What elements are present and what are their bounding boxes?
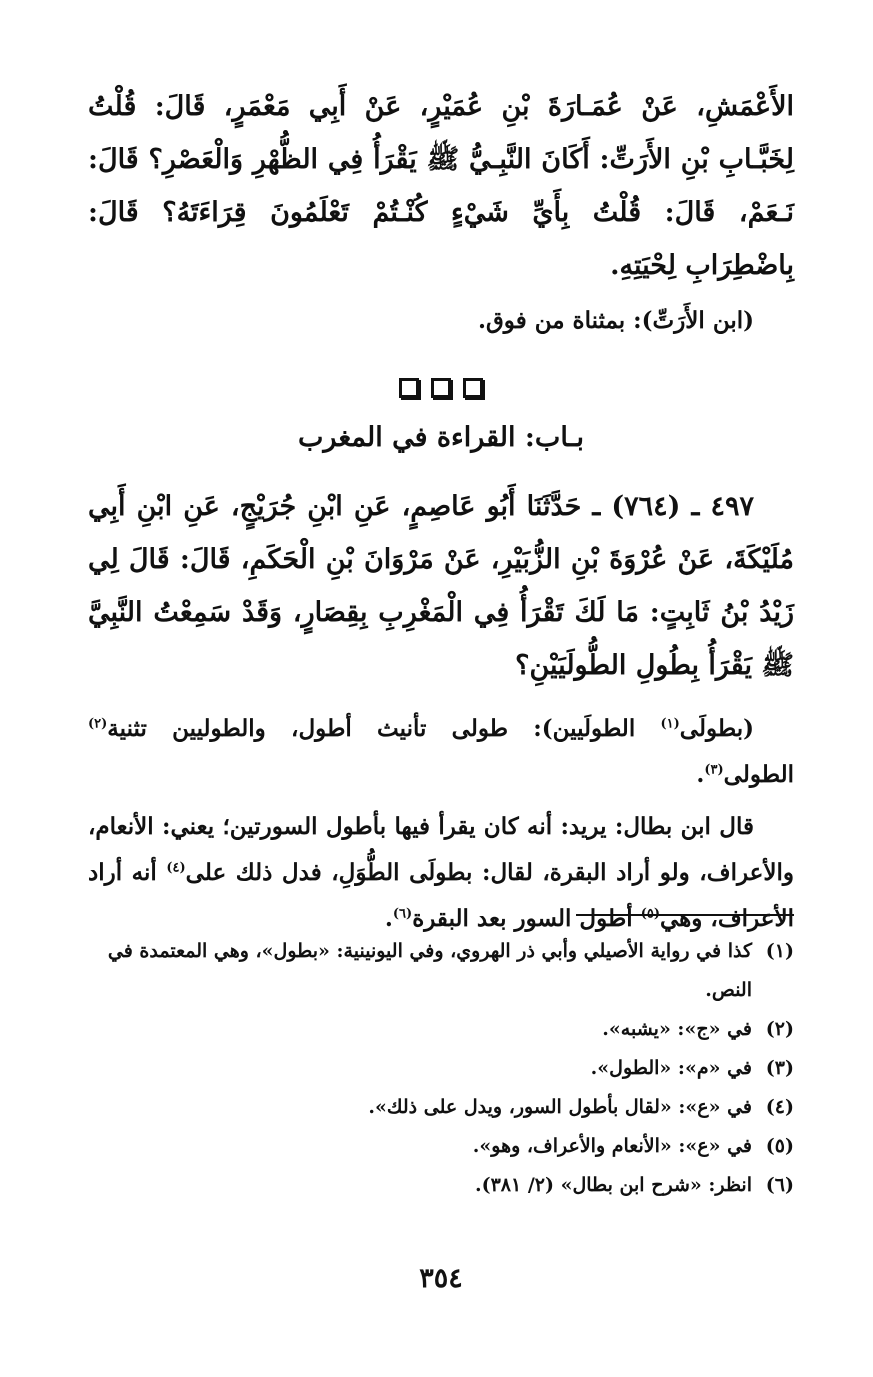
footnote-item — [88, 1166, 794, 1205]
note-text: الطولى — [723, 761, 794, 788]
footnote-item — [88, 1049, 794, 1088]
footnote-ref[interactable]: (٢) — [88, 716, 108, 732]
footnote-item — [88, 1088, 794, 1127]
footnote-text: في «ع»: «الأنعام والأعراف، وهو». — [472, 1135, 752, 1157]
hadith-continuation — [88, 80, 794, 292]
text-line: الطُّولَيَيْنِ؟ — [515, 650, 627, 681]
footnote-number: (٦) — [765, 1174, 794, 1196]
footnote-text: في «ع»: «لقال بأطول السور، ويدل على ذلك». — [368, 1096, 752, 1118]
footnote-ref[interactable]: (٤) — [166, 860, 186, 876]
text-line: مُلَيْكَةَ، عَنْ عُرْوَةَ بْنِ الزُّبَيْرِ، عَنْ مَرْوَانَ بْنِ الْحَكَمِ، قَالَ: قَالَ لِي زَيْدُ بْنُ — [88, 544, 794, 628]
footnote-ref[interactable]: (٥) — [640, 906, 660, 922]
note-text: قال ابن بطال: يريد: أنه كان يقرأ فيها بأطول السورتين؛ يعني: الأنعام، والأعراف، ولو أراد البقرة، لقال: بطولَى الطُّوَلِ، فدل ذلك على — [88, 813, 794, 886]
footnote-text: انظر: «شرح ابن بطال» (٢/ ٣٨١). — [474, 1174, 752, 1196]
text-line: ٤٩٧ ـ (٧٦٤) ـ حَدَّثَنَا أَبُو عَاصِمٍ، عَنِ ابْنِ جُرَيْجٍ، عَنِ ابْنِ أَبِي — [88, 491, 754, 522]
footnote-number: (٤) — [765, 1096, 794, 1118]
page-number: ٣٥٤ — [419, 1263, 463, 1294]
note-text: أطول السور بعد البقرة — [412, 905, 641, 932]
footnote-item — [88, 932, 794, 1010]
commentary-note-1 — [88, 706, 794, 798]
footnote-divider — [576, 914, 794, 916]
commentary-note-2 — [88, 804, 794, 942]
footnote-ref[interactable]: (٣) — [704, 762, 724, 778]
page-body — [88, 80, 795, 1294]
text-line: الأَعْمَشِ، عَنْ عُمَـارَةَ بْنِ عُمَيْرٍ، عَنْ أَبِي مَعْمَرٍ، قَالَ: قُلْتُ لِخَبَّـابِ بْنِ — [88, 91, 795, 175]
footnote-text: في «ج»: «يشبه». — [602, 1018, 752, 1040]
square-ornament-icon — [399, 378, 419, 398]
footnote-text: في «م»: «الطول». — [590, 1057, 752, 1079]
footnote-item — [88, 1010, 794, 1049]
note-text: الطولَيين): طولى تأنيث أطول، والطوليين تثنية — [107, 715, 661, 742]
top-note: (ابن الأَرَتِّ): بمثناة من فوق. — [477, 307, 754, 334]
note-text: (بطولَى — [679, 715, 754, 742]
footnote-number: (٢) — [765, 1018, 794, 1040]
text-line: الأَرَتِّ: أَكَانَ النَّبِـيُّ ﷺ يَقْرَأُ فِي الظُّهْرِ وَالْعَصْرِ؟ قَالَ: نَـعَمْ، قَالَ: قُلْتُ — [88, 144, 794, 228]
hadith-text — [88, 480, 794, 692]
footnote-item — [88, 1127, 794, 1166]
footnote-number: (٣) — [765, 1057, 794, 1079]
section-separator — [88, 378, 794, 398]
footnotes — [88, 932, 794, 1205]
text-line: ثَابِتٍ: مَا لَكَ تَقْرَأُ فِي الْمَغْرِبِ بِقِصَارٍ، وَقَدْ سَمِعْتُ النَّبِيَّ ﷺ يَقْرَأُ بِطُولِ — [88, 597, 794, 681]
note-text: . — [384, 905, 393, 932]
footnote-number: (٥) — [765, 1135, 794, 1157]
square-ornament-icon — [463, 378, 483, 398]
note-text: أنه أراد الأعراف، وهي — [88, 859, 794, 932]
text-line: بِأَيِّ شَيْءٍ كُنْـتُمْ تَعْلَمُونَ قِرَاءَتَهُ؟ قَالَ: بِاضْطِرَابِ لِحْيَتِهِ. — [88, 197, 794, 281]
square-ornament-icon — [431, 378, 451, 398]
footnote-text: كذا في رواية الأصيلي وأبي ذر الهروي، وفي اليونينية: «بطول»، وهي المعتمدة في النص. — [107, 940, 752, 1001]
footnote-ref[interactable]: (٦) — [392, 906, 413, 922]
footnote-ref[interactable]: (١) — [660, 716, 680, 732]
footnote-number: (١) — [765, 940, 794, 962]
chapter-title: بـاب: القراءة في المغرب — [298, 422, 584, 453]
note-text: . — [696, 761, 705, 788]
